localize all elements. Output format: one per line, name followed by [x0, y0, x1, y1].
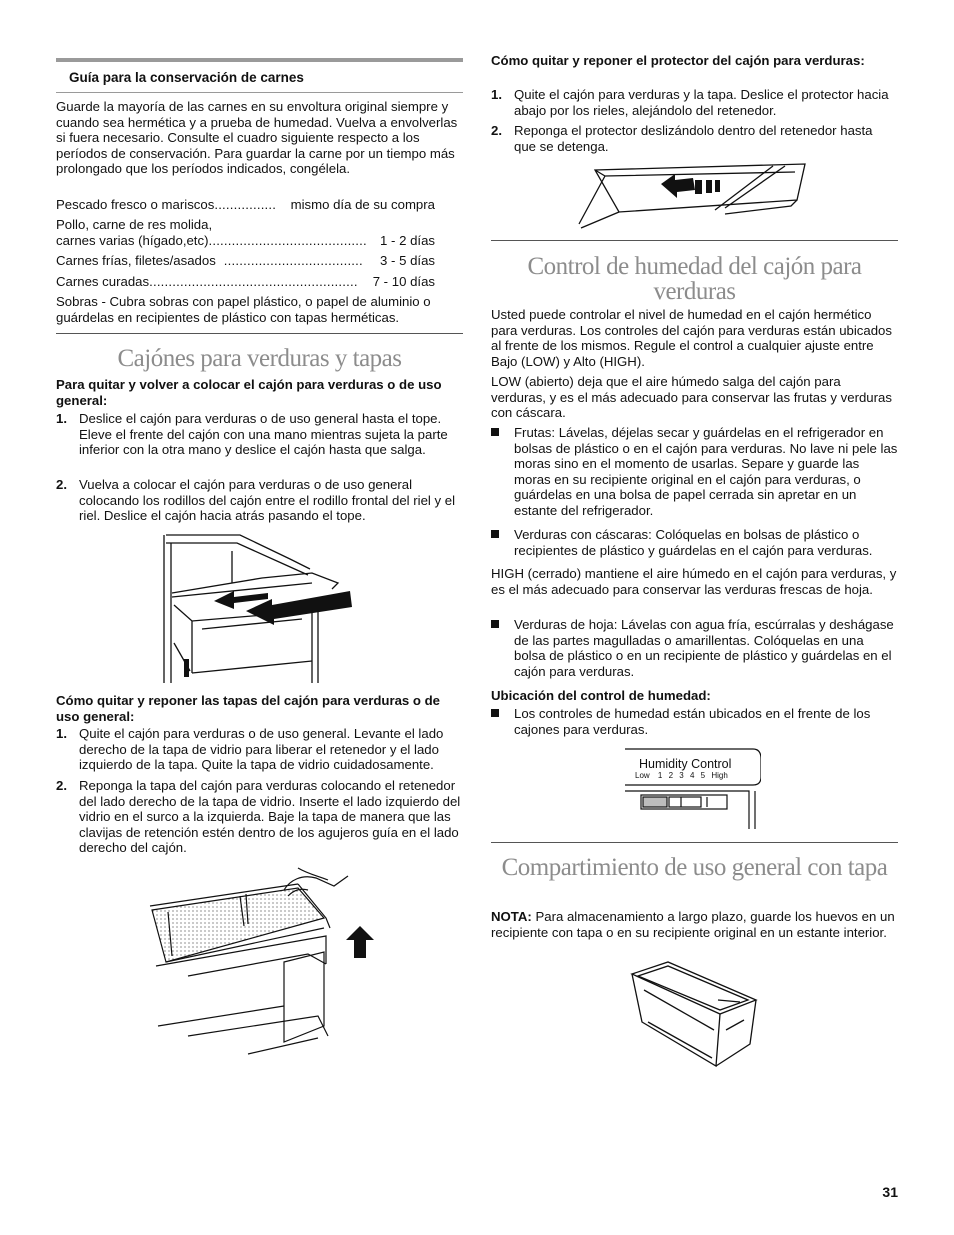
step-number: 1. — [56, 726, 67, 741]
humidity-intro: Usted puede controlar el nivel de humedad en el cajón hermético para verduras. Los controles del cajón para verduras están ubicados al frente de los mismos. Regule el control a cualquier ajuste entre Bajo (LOW) y Alto (HIGH). — [491, 307, 892, 369]
step-text: Quite el cajón para verduras o de uso general. Levante el lado derecho de la tapa de vidrio para liberar el retenedor y el lado izquierdo de la tapa. Quite la tapa de vidrio cuidadosamente. — [79, 726, 444, 773]
meat-row-poultry-line1: Pollo, carne de res molida, — [56, 217, 213, 232]
meat-row-value: mismo día de su compra — [290, 197, 435, 212]
meat-row-dots: ......................................... — [208, 233, 367, 248]
bullet-square — [491, 530, 499, 538]
protector-sub: Cómo quitar y reponer el protector del cajón para verduras: — [491, 53, 865, 68]
crisper-heading: Cajónes para verduras y tapas — [117, 345, 402, 372]
meat-guide-title: Guía para la conservación de carnes — [69, 70, 304, 85]
crisper-sub2: Cómo quitar y reponer las tapas del cajón para verduras o de uso general: — [56, 693, 441, 724]
humidity-heading: Control de humedad del cajón para verduras — [527, 253, 862, 305]
meat-guide-intro: Guarde la mayoría de las carnes en su envoltura original siempre y cuando sea hermética y a prueba de humedad. Vuelva a envolverlas si fuera necesario. Consulte el cuadro siguiente respecto a los períodos de conservación. Para guardar la carne por un tiempo más prolongado que los períodos indicados, congélela. — [56, 99, 458, 177]
bullet-text: Verduras con cáscaras: Colóquelas en bolsas de plástico o recipientes de plástico y guárdelas en el cajón para verduras. — [514, 527, 873, 558]
meat-row-cold-cuts — [56, 253, 435, 269]
humidity-high-text: HIGH (cerrado) mantiene el aire húmedo en el cajón para verduras, y es el más adecuado para conservar las verduras frescas de hoja. — [491, 566, 897, 597]
meat-row-value: 3 - 5 días — [380, 253, 435, 268]
compartment-illustration — [628, 960, 760, 1070]
divider — [491, 842, 898, 843]
scale-low: Low — [635, 771, 650, 780]
meat-row-label: Pescado fresco o mariscos — [56, 197, 215, 212]
step-text: Vuelva a colocar el cajón para verduras o de uso general colocando los rodillos del cajón entre el rodillo frontal del riel y el riel. Deslice el cajón hacia atrás pasando el tope. — [79, 477, 456, 524]
note-text: Para almacenamiento a largo plazo, guarde los huevos en un recipiente con tapa o en su recipiente original en un estante interior. — [491, 909, 895, 940]
step-number: 2. — [56, 477, 67, 492]
meat-row-dots: ...................................................... — [149, 274, 358, 289]
bullet-square — [491, 620, 499, 628]
scale-3: 3 — [679, 771, 684, 780]
panel-title: Humidity Control — [639, 757, 732, 771]
meat-row-cured — [56, 274, 435, 290]
scale-high: High — [711, 771, 728, 780]
humidity-location-sub: Ubicación del control de humedad: — [491, 688, 711, 703]
bullet-text: Los controles de humedad están ubicados en el frente de los cajones para verduras. — [514, 706, 871, 737]
meat-leftovers: Sobras - Cubra sobras con papel plástico, o papel de aluminio o guárdelas en recipientes de plástico con tapas herméticas. — [56, 294, 431, 325]
step-number: 1. — [491, 87, 502, 102]
meat-row-label: Carnes curadas — [56, 274, 150, 289]
meat-row-dots: ................ — [214, 197, 277, 212]
bullet-text: Verduras de hoja: Lávelas con agua fría, escúrralas y deshágase de las partes magulladas o amarillentas. Colóquelas en una bolsa de plástico o en un recipiente de plástico y guárdelas en el cajón para verduras. — [514, 617, 894, 679]
meat-row-fish — [56, 197, 435, 213]
humidity-control-panel — [625, 747, 761, 829]
step-text: Quite el cajón para verduras y la tapa. Deslice el protector hacia abajo por los rieles, alejándolo del retenedor. — [514, 87, 889, 118]
scale-5: 5 — [700, 771, 706, 780]
meat-row-label: carnes varias (hígado,etc) — [56, 233, 209, 248]
meat-guide-title-bar — [56, 58, 463, 93]
step-number: 2. — [56, 778, 67, 793]
crisper-sub1: Para quitar y volver a colocar el cajón para verduras o de uso general: — [56, 377, 442, 408]
divider — [56, 333, 463, 334]
note-label: NOTA: — [491, 909, 532, 924]
step-number: 2. — [491, 123, 502, 138]
glass-cover-illustration — [148, 866, 378, 1066]
bullet-square — [491, 428, 499, 436]
meat-row-dots: .................................... — [223, 253, 363, 268]
meat-row-value: 7 - 10 días — [372, 274, 435, 289]
meat-row-poultry — [56, 233, 435, 249]
compartment-heading: Compartimiento de uso general con tapa — [501, 854, 888, 881]
bullet-square — [491, 709, 499, 717]
page-number: 31 — [882, 1184, 898, 1200]
step-number: 1. — [56, 411, 67, 426]
scale-2: 2 — [668, 771, 674, 780]
bullet-text: Frutas: Lávelas, déjelas secar y guárdelas en el refrigerador en bolsas de plástico o en el cajón para verduras. No lave ni pele las moras sino en el momento de usarlas. Separe y guarde las moras en su recipiente original en el cajón para verduras, o guárdelas en una bolsa de papel cerrada sin apretar en un estante del refrigerador. — [514, 425, 898, 518]
humidity-low-text: LOW (abierto) deja que el aire húmedo salga del cajón para verduras, y es el más adecuado para conservar las frutas y verduras con cáscara. — [491, 374, 892, 421]
meat-row-value: 1 - 2 días — [380, 233, 435, 248]
step-text: Reponga el protector deslizándolo dentro del retenedor hasta que se detenga. — [514, 123, 873, 154]
step-text: Reponga la tapa del cajón para verduras colocando el retenedor del lado derecho de la tapa de vidrio. Inserte el lado izquierdo del vidrio en el surco a la izquierda. Baje la tapa de manera que las clavijas de retención estén dentro de los agujeros guía en el lado derecho del cajón. — [79, 778, 461, 856]
divider — [491, 240, 898, 241]
compartment-note — [491, 909, 898, 940]
scale-4: 4 — [689, 771, 695, 780]
meat-row-label: Carnes frías, filetes/asados — [56, 253, 216, 268]
protector-illustration — [575, 160, 815, 232]
crisper-drawer-illustration — [162, 533, 358, 685]
panel-scale — [635, 771, 728, 781]
scale-1: 1 — [657, 771, 663, 780]
step-text: Deslice el cajón para verduras o de uso general hasta el tope. Eleve el frente del cajón con una mano mientras sujeta la parte inferior con la otra mano y deslice el cajón hasta que salga. — [79, 411, 448, 458]
